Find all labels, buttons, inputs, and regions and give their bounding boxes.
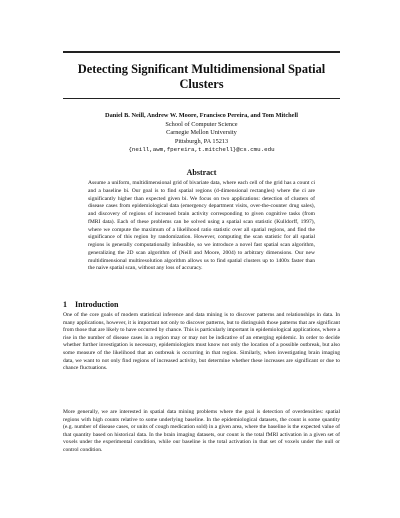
abstract-text: Assume a uniform, multidimensional grid of bivariate data, where each cell of the grid has a count ci and a baseline bi. Our goal is to find spatial regions (d-dimensional rectangles) where the ci are significantly higher than expected given bi. We focus on two applications: detection of clusters of disease cases from epidemiological data (emergency department visits, over-the-counter drug sales), and discovery of regions of increased brain activity corresponding to given cognitive tasks (from fMRI data). Each of these problems can be solved using a spatial scan statistic (Kulldorff, 1997), where we compute the maximum of a likelihood ratio statistic over all spatial regions, and find the significance of this region by randomization. However, computing the scan statistic for all spatial regions is generally computationally infeasible, so we introduce a novel fast spatial scan algorithm, generalizing the 2D scan algorithm of (Neill and Moore, 2004) to arbitrary dimensions. Our new multidimensional multiresolution algorithm allows us to find spatial clusters up to 1400x faster than the naive spatial scan, without any loss of accuracy. [88, 180, 315, 272]
paper-title: Detecting Significant Multidimensional Spatial Clusters [77, 62, 326, 91]
section-heading [63, 300, 118, 309]
author-email: {neill,awm,fpereira,t.mitchell}@cs.cmu.edu [128, 146, 275, 154]
author-block [63, 112, 340, 155]
section-number: 1 [63, 300, 67, 309]
title-top-rule [63, 51, 340, 53]
section-title: Introduction [75, 300, 119, 309]
author-names: Daniel B. Neill, Andrew W. Moore, Francisco Pereira, and Tom Mitchell [105, 112, 298, 119]
abstract-heading: Abstract [186, 168, 217, 177]
author-university: Carnegie Mellon University [166, 129, 237, 137]
intro-paragraph-1: One of the core goals of modern statistical inference and data mining is to discover patterns and relationships in data. In many applications, however, it is important not only to discover patterns, but to distinguish those patterns that are significant from those that are likely to have occurred by chance. This is particularly important in epidemiological applications, where a rise in the number of disease cases in a region may or may not be indicative of an emerging epidemic. In order to decide whether further investigation is necessary, epidemiologists must know not only the location of a possible outbreak, but also some measure of the likelihood that an outbreak is occurring in that region. Similarly, when investigating brain imaging data, we want to not only find regions of increased activity, but determine whether these increases are significant or due to chance fluctuations. [63, 312, 340, 372]
author-department: School of Computer Science [165, 120, 238, 128]
author-city: Pittsburgh, PA 15213 [174, 137, 229, 145]
intro-paragraph-2: More generally, we are interested in spatial data mining problems where the goal is detection of overdensities: spatial regions with high counts relative to some underlying baseline. In the epidemiological datasets, the count is some quantity (e.g. number of disease cases, or units of cough medication sold) in a given area, where the baseline is the expected value of that quantity based on historical data. In the brain imaging datasets, our count is the total fMRI activation in a given set of voxels under the experimental condition, while our baseline is the total activation in that set of voxels under the null or control condition. [63, 409, 340, 453]
title-bottom-rule [63, 98, 340, 99]
